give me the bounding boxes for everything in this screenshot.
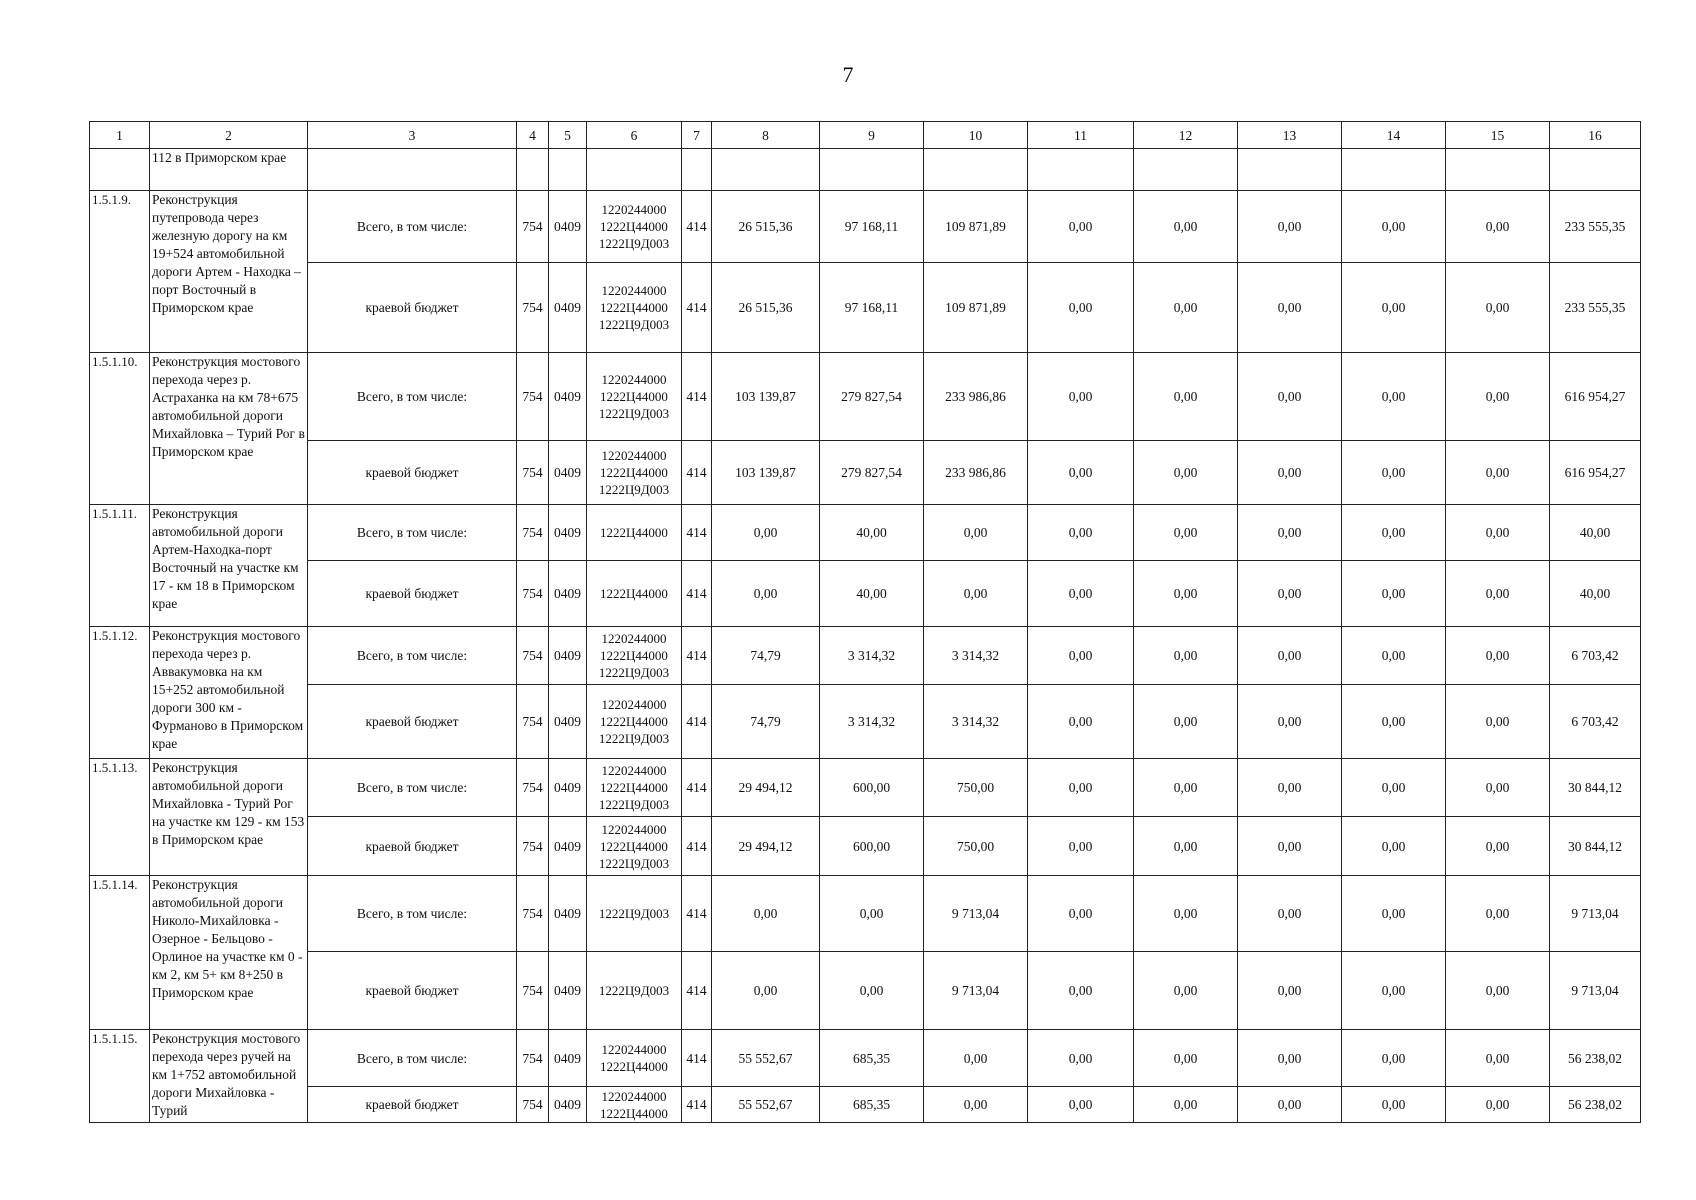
grbs-code-cell: 754 bbox=[517, 441, 549, 505]
header-cell: 9 bbox=[820, 122, 924, 149]
section-code-cell: 0409 bbox=[549, 817, 587, 876]
year-11-cell: 0,00 bbox=[1028, 263, 1134, 353]
year-8-cell: 26 515,36 bbox=[712, 191, 820, 263]
year-15-cell: 0,00 bbox=[1446, 191, 1550, 263]
target-article-cell: 1220244000 1222Ц44000 1222Ц9Д003 bbox=[587, 627, 682, 685]
year-14-cell: 0,00 bbox=[1342, 952, 1446, 1030]
year-8-cell: 103 139,87 bbox=[712, 353, 820, 441]
grbs-code-cell: 754 bbox=[517, 685, 549, 759]
funding-source-cell: краевой бюджет bbox=[308, 685, 517, 759]
total-cell: 616 954,27 bbox=[1550, 441, 1641, 505]
year-8-cell: 0,00 bbox=[712, 952, 820, 1030]
section-code-cell: 0409 bbox=[549, 685, 587, 759]
target-article-cell: 1220244000 1222Ц44000 bbox=[587, 1030, 682, 1087]
target-article-cell: 1222Ц9Д003 bbox=[587, 952, 682, 1030]
object-name-cell: Реконструкция мостового перехода через ручей на км 1+752 автомобильной дороги Михайловка - Турий bbox=[150, 1030, 308, 1123]
object-name-cell: Реконструкция мостового перехода через р. Аввакумовка на км 15+252 автомобильной дороги 300 км - Фурманово в Приморском крае bbox=[150, 627, 308, 759]
year-15-cell: 0,00 bbox=[1446, 876, 1550, 952]
section-code-cell: 0409 bbox=[549, 441, 587, 505]
grbs-code-cell: 754 bbox=[517, 561, 549, 627]
year-12-cell: 0,00 bbox=[1134, 876, 1238, 952]
year-11-cell: 0,00 bbox=[1028, 441, 1134, 505]
year-15-cell: 0,00 bbox=[1446, 817, 1550, 876]
section-code-cell: 0409 bbox=[549, 627, 587, 685]
year-14-cell: 0,00 bbox=[1342, 1030, 1446, 1087]
year-14-cell: 0,00 bbox=[1342, 505, 1446, 561]
table-row bbox=[90, 191, 1641, 263]
year-10-cell: 3 314,32 bbox=[924, 627, 1028, 685]
total-cell: 40,00 bbox=[1550, 505, 1641, 561]
section-code-cell: 0409 bbox=[549, 263, 587, 353]
year-13-cell: 0,00 bbox=[1238, 952, 1342, 1030]
year-13-cell: 0,00 bbox=[1238, 627, 1342, 685]
year-9-cell: 3 314,32 bbox=[820, 627, 924, 685]
budget-table bbox=[89, 121, 1641, 1123]
year-11-cell: 0,00 bbox=[1028, 353, 1134, 441]
funding-source-cell: краевой бюджет bbox=[308, 1087, 517, 1123]
year-10-cell: 233 986,86 bbox=[924, 441, 1028, 505]
year-8-cell: 103 139,87 bbox=[712, 441, 820, 505]
grbs-code-cell: 754 bbox=[517, 817, 549, 876]
total-cell: 233 555,35 bbox=[1550, 263, 1641, 353]
header-cell: 1 bbox=[90, 122, 150, 149]
table-row bbox=[90, 1030, 1641, 1087]
total-cell: 6 703,42 bbox=[1550, 627, 1641, 685]
funding-source-cell: краевой бюджет bbox=[308, 441, 517, 505]
grbs-code-cell: 754 bbox=[517, 876, 549, 952]
year-13-cell: 0,00 bbox=[1238, 876, 1342, 952]
grbs-code-cell: 754 bbox=[517, 191, 549, 263]
header-cell: 15 bbox=[1446, 122, 1550, 149]
year-10-cell: 233 986,86 bbox=[924, 353, 1028, 441]
year-11-cell: 0,00 bbox=[1028, 817, 1134, 876]
year-10-cell: 0,00 bbox=[924, 505, 1028, 561]
year-9-cell: 3 314,32 bbox=[820, 685, 924, 759]
header-cell: 4 bbox=[517, 122, 549, 149]
year-15-cell: 0,00 bbox=[1446, 353, 1550, 441]
year-8-cell: 74,79 bbox=[712, 685, 820, 759]
total-cell: 56 238,02 bbox=[1550, 1030, 1641, 1087]
year-12-cell: 0,00 bbox=[1134, 1030, 1238, 1087]
row-number-cell: 1.5.1.9. bbox=[90, 191, 150, 353]
year-11-cell: 0,00 bbox=[1028, 759, 1134, 817]
year-15-cell: 0,00 bbox=[1446, 952, 1550, 1030]
year-8-cell: 29 494,12 bbox=[712, 817, 820, 876]
year-15-cell: 0,00 bbox=[1446, 561, 1550, 627]
grbs-code-cell: 754 bbox=[517, 952, 549, 1030]
header-cell: 12 bbox=[1134, 122, 1238, 149]
year-13-cell: 0,00 bbox=[1238, 263, 1342, 353]
year-10-cell: 9 713,04 bbox=[924, 952, 1028, 1030]
header-cell: 8 bbox=[712, 122, 820, 149]
year-10-cell: 3 314,32 bbox=[924, 685, 1028, 759]
expense-type-cell: 414 bbox=[682, 627, 712, 685]
total-cell: 616 954,27 bbox=[1550, 353, 1641, 441]
year-9-cell: 685,35 bbox=[820, 1030, 924, 1087]
year-15-cell: 0,00 bbox=[1446, 1030, 1550, 1087]
header-cell: 7 bbox=[682, 122, 712, 149]
year-12-cell: 0,00 bbox=[1134, 191, 1238, 263]
row-number-cell: 1.5.1.13. bbox=[90, 759, 150, 876]
year-12-cell: 0,00 bbox=[1134, 759, 1238, 817]
year-12-cell: 0,00 bbox=[1134, 817, 1238, 876]
year-12-cell: 0,00 bbox=[1134, 1087, 1238, 1123]
year-14-cell: 0,00 bbox=[1342, 353, 1446, 441]
target-article-cell: 1220244000 1222Ц44000 1222Ц9Д003 bbox=[587, 191, 682, 263]
year-14-cell: 0,00 bbox=[1342, 1087, 1446, 1123]
table-row bbox=[90, 876, 1641, 952]
year-10-cell: 9 713,04 bbox=[924, 876, 1028, 952]
year-9-cell: 600,00 bbox=[820, 759, 924, 817]
year-10-cell: 750,00 bbox=[924, 759, 1028, 817]
target-article-cell: 1220244000 1222Ц44000 1222Ц9Д003 bbox=[587, 817, 682, 876]
year-9-cell: 97 168,11 bbox=[820, 263, 924, 353]
header-cell: 5 bbox=[549, 122, 587, 149]
expense-type-cell: 414 bbox=[682, 191, 712, 263]
year-13-cell: 0,00 bbox=[1238, 685, 1342, 759]
section-code-cell: 0409 bbox=[549, 505, 587, 561]
table-row bbox=[90, 817, 1641, 876]
year-15-cell: 0,00 bbox=[1446, 505, 1550, 561]
year-14-cell: 0,00 bbox=[1342, 759, 1446, 817]
grbs-code-cell: 754 bbox=[517, 263, 549, 353]
year-15-cell: 0,00 bbox=[1446, 627, 1550, 685]
header-cell: 14 bbox=[1342, 122, 1446, 149]
year-15-cell: 0,00 bbox=[1446, 685, 1550, 759]
funding-source-cell: краевой бюджет bbox=[308, 952, 517, 1030]
expense-type-cell: 414 bbox=[682, 353, 712, 441]
year-13-cell: 0,00 bbox=[1238, 191, 1342, 263]
object-name-cell: Реконструкция автомобильной дороги Артем-Находка-порт Восточный на участке км 17 - км 18 в Приморском крае bbox=[150, 505, 308, 627]
year-8-cell: 55 552,67 bbox=[712, 1030, 820, 1087]
total-cell: 233 555,35 bbox=[1550, 191, 1641, 263]
year-13-cell: 0,00 bbox=[1238, 353, 1342, 441]
year-12-cell: 0,00 bbox=[1134, 561, 1238, 627]
header-cell: 6 bbox=[587, 122, 682, 149]
grbs-code-cell: 754 bbox=[517, 627, 549, 685]
table-row bbox=[90, 505, 1641, 561]
section-code-cell: 0409 bbox=[549, 1087, 587, 1123]
section-code-cell: 0409 bbox=[549, 952, 587, 1030]
expense-type-cell: 414 bbox=[682, 876, 712, 952]
total-cell: 9 713,04 bbox=[1550, 952, 1641, 1030]
year-8-cell: 74,79 bbox=[712, 627, 820, 685]
expense-type-cell: 414 bbox=[682, 441, 712, 505]
section-code-cell: 0409 bbox=[549, 1030, 587, 1087]
year-11-cell: 0,00 bbox=[1028, 1087, 1134, 1123]
row-number-cell: 1.5.1.14. bbox=[90, 876, 150, 1030]
object-name-cell: Реконструкция путепровода через железную дорогу на км 19+524 автомобильной дороги Артем - Находка – порт Восточный в Приморском крае bbox=[150, 191, 308, 353]
target-article-cell: 1220244000 1222Ц44000 1222Ц9Д003 bbox=[587, 685, 682, 759]
year-9-cell: 685,35 bbox=[820, 1087, 924, 1123]
target-article-cell: 1222Ц9Д003 bbox=[587, 876, 682, 952]
funding-source-cell: Всего, в том числе: bbox=[308, 1030, 517, 1087]
object-name-cell: Реконструкция автомобильной дороги Михайловка - Турий Рог на участке км 129 - км 153 в Приморском крае bbox=[150, 759, 308, 876]
target-article-cell: 1220244000 1222Ц44000 1222Ц9Д003 bbox=[587, 263, 682, 353]
year-11-cell: 0,00 bbox=[1028, 191, 1134, 263]
header-cell: 2 bbox=[150, 122, 308, 149]
year-9-cell: 279 827,54 bbox=[820, 353, 924, 441]
table-row bbox=[90, 561, 1641, 627]
target-article-cell: 1220244000 1222Ц44000 1222Ц9Д003 bbox=[587, 441, 682, 505]
row-number-cell bbox=[90, 149, 150, 191]
year-13-cell: 0,00 bbox=[1238, 817, 1342, 876]
expense-type-cell: 414 bbox=[682, 505, 712, 561]
object-name-cell: Реконструкция автомобильной дороги Николо-Михайловка - Озерное - Бельцово - Орлиное на участке км 0 - км 2, км 5+ км 8+250 в Приморском крае bbox=[150, 876, 308, 1030]
year-13-cell: 0,00 bbox=[1238, 441, 1342, 505]
header-cell: 10 bbox=[924, 122, 1028, 149]
funding-source-cell: Всего, в том числе: bbox=[308, 353, 517, 441]
funding-source-cell: Всего, в том числе: bbox=[308, 191, 517, 263]
total-cell: 9 713,04 bbox=[1550, 876, 1641, 952]
continued-row bbox=[90, 149, 1641, 191]
year-14-cell: 0,00 bbox=[1342, 441, 1446, 505]
funding-source-cell: краевой бюджет bbox=[308, 263, 517, 353]
year-14-cell: 0,00 bbox=[1342, 263, 1446, 353]
year-14-cell: 0,00 bbox=[1342, 561, 1446, 627]
year-10-cell: 0,00 bbox=[924, 561, 1028, 627]
year-15-cell: 0,00 bbox=[1446, 263, 1550, 353]
year-11-cell: 0,00 bbox=[1028, 1030, 1134, 1087]
year-12-cell: 0,00 bbox=[1134, 952, 1238, 1030]
expense-type-cell: 414 bbox=[682, 561, 712, 627]
year-12-cell: 0,00 bbox=[1134, 627, 1238, 685]
section-code-cell: 0409 bbox=[549, 759, 587, 817]
year-9-cell: 0,00 bbox=[820, 876, 924, 952]
year-13-cell: 0,00 bbox=[1238, 561, 1342, 627]
total-cell: 30 844,12 bbox=[1550, 817, 1641, 876]
year-10-cell: 109 871,89 bbox=[924, 263, 1028, 353]
grbs-code-cell: 754 bbox=[517, 1087, 549, 1123]
object-name-cell: Реконструкция мостового перехода через р. Астраханка на км 78+675 автомобильной дороги Михайловка – Турий Рог в Приморском крае bbox=[150, 353, 308, 505]
total-cell: 56 238,02 bbox=[1550, 1087, 1641, 1123]
year-11-cell: 0,00 bbox=[1028, 685, 1134, 759]
target-article-cell: 1220244000 1222Ц44000 bbox=[587, 1087, 682, 1123]
grbs-code-cell: 754 bbox=[517, 505, 549, 561]
year-10-cell: 750,00 bbox=[924, 817, 1028, 876]
year-12-cell: 0,00 bbox=[1134, 353, 1238, 441]
year-9-cell: 279 827,54 bbox=[820, 441, 924, 505]
funding-source-cell: Всего, в том числе: bbox=[308, 759, 517, 817]
funding-source-cell: Всего, в том числе: bbox=[308, 505, 517, 561]
year-10-cell: 109 871,89 bbox=[924, 191, 1028, 263]
year-11-cell: 0,00 bbox=[1028, 876, 1134, 952]
header-cell: 11 bbox=[1028, 122, 1134, 149]
target-article-cell: 1222Ц44000 bbox=[587, 505, 682, 561]
section-code-cell: 0409 bbox=[549, 876, 587, 952]
target-article-cell: 1220244000 1222Ц44000 1222Ц9Д003 bbox=[587, 759, 682, 817]
year-10-cell: 0,00 bbox=[924, 1030, 1028, 1087]
year-12-cell: 0,00 bbox=[1134, 441, 1238, 505]
page-number: 7 bbox=[842, 62, 854, 87]
table-row bbox=[90, 1087, 1641, 1123]
year-14-cell: 0,00 bbox=[1342, 685, 1446, 759]
section-code-cell: 0409 bbox=[549, 353, 587, 441]
header-row bbox=[90, 122, 1641, 149]
expense-type-cell: 414 bbox=[682, 263, 712, 353]
year-8-cell: 55 552,67 bbox=[712, 1087, 820, 1123]
row-number-cell: 1.5.1.12. bbox=[90, 627, 150, 759]
row-number-cell: 1.5.1.15. bbox=[90, 1030, 150, 1123]
year-9-cell: 0,00 bbox=[820, 952, 924, 1030]
year-11-cell: 0,00 bbox=[1028, 627, 1134, 685]
table-row bbox=[90, 952, 1641, 1030]
year-14-cell: 0,00 bbox=[1342, 627, 1446, 685]
header-cell: 16 bbox=[1550, 122, 1641, 149]
year-13-cell: 0,00 bbox=[1238, 759, 1342, 817]
grbs-code-cell: 754 bbox=[517, 759, 549, 817]
funding-source-cell: краевой бюджет bbox=[308, 817, 517, 876]
total-cell: 40,00 bbox=[1550, 561, 1641, 627]
total-cell: 6 703,42 bbox=[1550, 685, 1641, 759]
total-cell: 30 844,12 bbox=[1550, 759, 1641, 817]
expense-type-cell: 414 bbox=[682, 685, 712, 759]
table-row bbox=[90, 627, 1641, 685]
funding-source-cell: Всего, в том числе: bbox=[308, 876, 517, 952]
year-14-cell: 0,00 bbox=[1342, 876, 1446, 952]
year-14-cell: 0,00 bbox=[1342, 817, 1446, 876]
year-8-cell: 0,00 bbox=[712, 505, 820, 561]
header-cell: 3 bbox=[308, 122, 517, 149]
expense-type-cell: 414 bbox=[682, 952, 712, 1030]
year-8-cell: 26 515,36 bbox=[712, 263, 820, 353]
section-code-cell: 0409 bbox=[549, 191, 587, 263]
expense-type-cell: 414 bbox=[682, 759, 712, 817]
table-row bbox=[90, 759, 1641, 817]
expense-type-cell: 414 bbox=[682, 1030, 712, 1087]
year-13-cell: 0,00 bbox=[1238, 1030, 1342, 1087]
year-12-cell: 0,00 bbox=[1134, 685, 1238, 759]
year-9-cell: 600,00 bbox=[820, 817, 924, 876]
year-12-cell: 0,00 bbox=[1134, 505, 1238, 561]
table-row bbox=[90, 685, 1641, 759]
year-15-cell: 0,00 bbox=[1446, 1087, 1550, 1123]
year-9-cell: 40,00 bbox=[820, 505, 924, 561]
section-code-cell: 0409 bbox=[549, 561, 587, 627]
year-15-cell: 0,00 bbox=[1446, 759, 1550, 817]
year-8-cell: 29 494,12 bbox=[712, 759, 820, 817]
target-article-cell: 1222Ц44000 bbox=[587, 561, 682, 627]
year-14-cell: 0,00 bbox=[1342, 191, 1446, 263]
funding-source-cell: Всего, в том числе: bbox=[308, 627, 517, 685]
year-13-cell: 0,00 bbox=[1238, 505, 1342, 561]
year-11-cell: 0,00 bbox=[1028, 561, 1134, 627]
expense-type-cell: 414 bbox=[682, 1087, 712, 1123]
grbs-code-cell: 754 bbox=[517, 1030, 549, 1087]
table-row bbox=[90, 353, 1641, 441]
row-number-cell: 1.5.1.10. bbox=[90, 353, 150, 505]
table-row bbox=[90, 441, 1641, 505]
year-12-cell: 0,00 bbox=[1134, 263, 1238, 353]
year-9-cell: 97 168,11 bbox=[820, 191, 924, 263]
expense-type-cell: 414 bbox=[682, 817, 712, 876]
table-row bbox=[90, 263, 1641, 353]
year-13-cell: 0,00 bbox=[1238, 1087, 1342, 1123]
row-number-cell: 1.5.1.11. bbox=[90, 505, 150, 627]
continued-name-cell: 112 в Приморском крае bbox=[150, 149, 308, 191]
year-10-cell: 0,00 bbox=[924, 1087, 1028, 1123]
year-11-cell: 0,00 bbox=[1028, 952, 1134, 1030]
target-article-cell: 1220244000 1222Ц44000 1222Ц9Д003 bbox=[587, 353, 682, 441]
funding-source-cell: краевой бюджет bbox=[308, 561, 517, 627]
year-8-cell: 0,00 bbox=[712, 876, 820, 952]
year-15-cell: 0,00 bbox=[1446, 441, 1550, 505]
grbs-code-cell: 754 bbox=[517, 353, 549, 441]
year-8-cell: 0,00 bbox=[712, 561, 820, 627]
year-11-cell: 0,00 bbox=[1028, 505, 1134, 561]
year-9-cell: 40,00 bbox=[820, 561, 924, 627]
header-cell: 13 bbox=[1238, 122, 1342, 149]
